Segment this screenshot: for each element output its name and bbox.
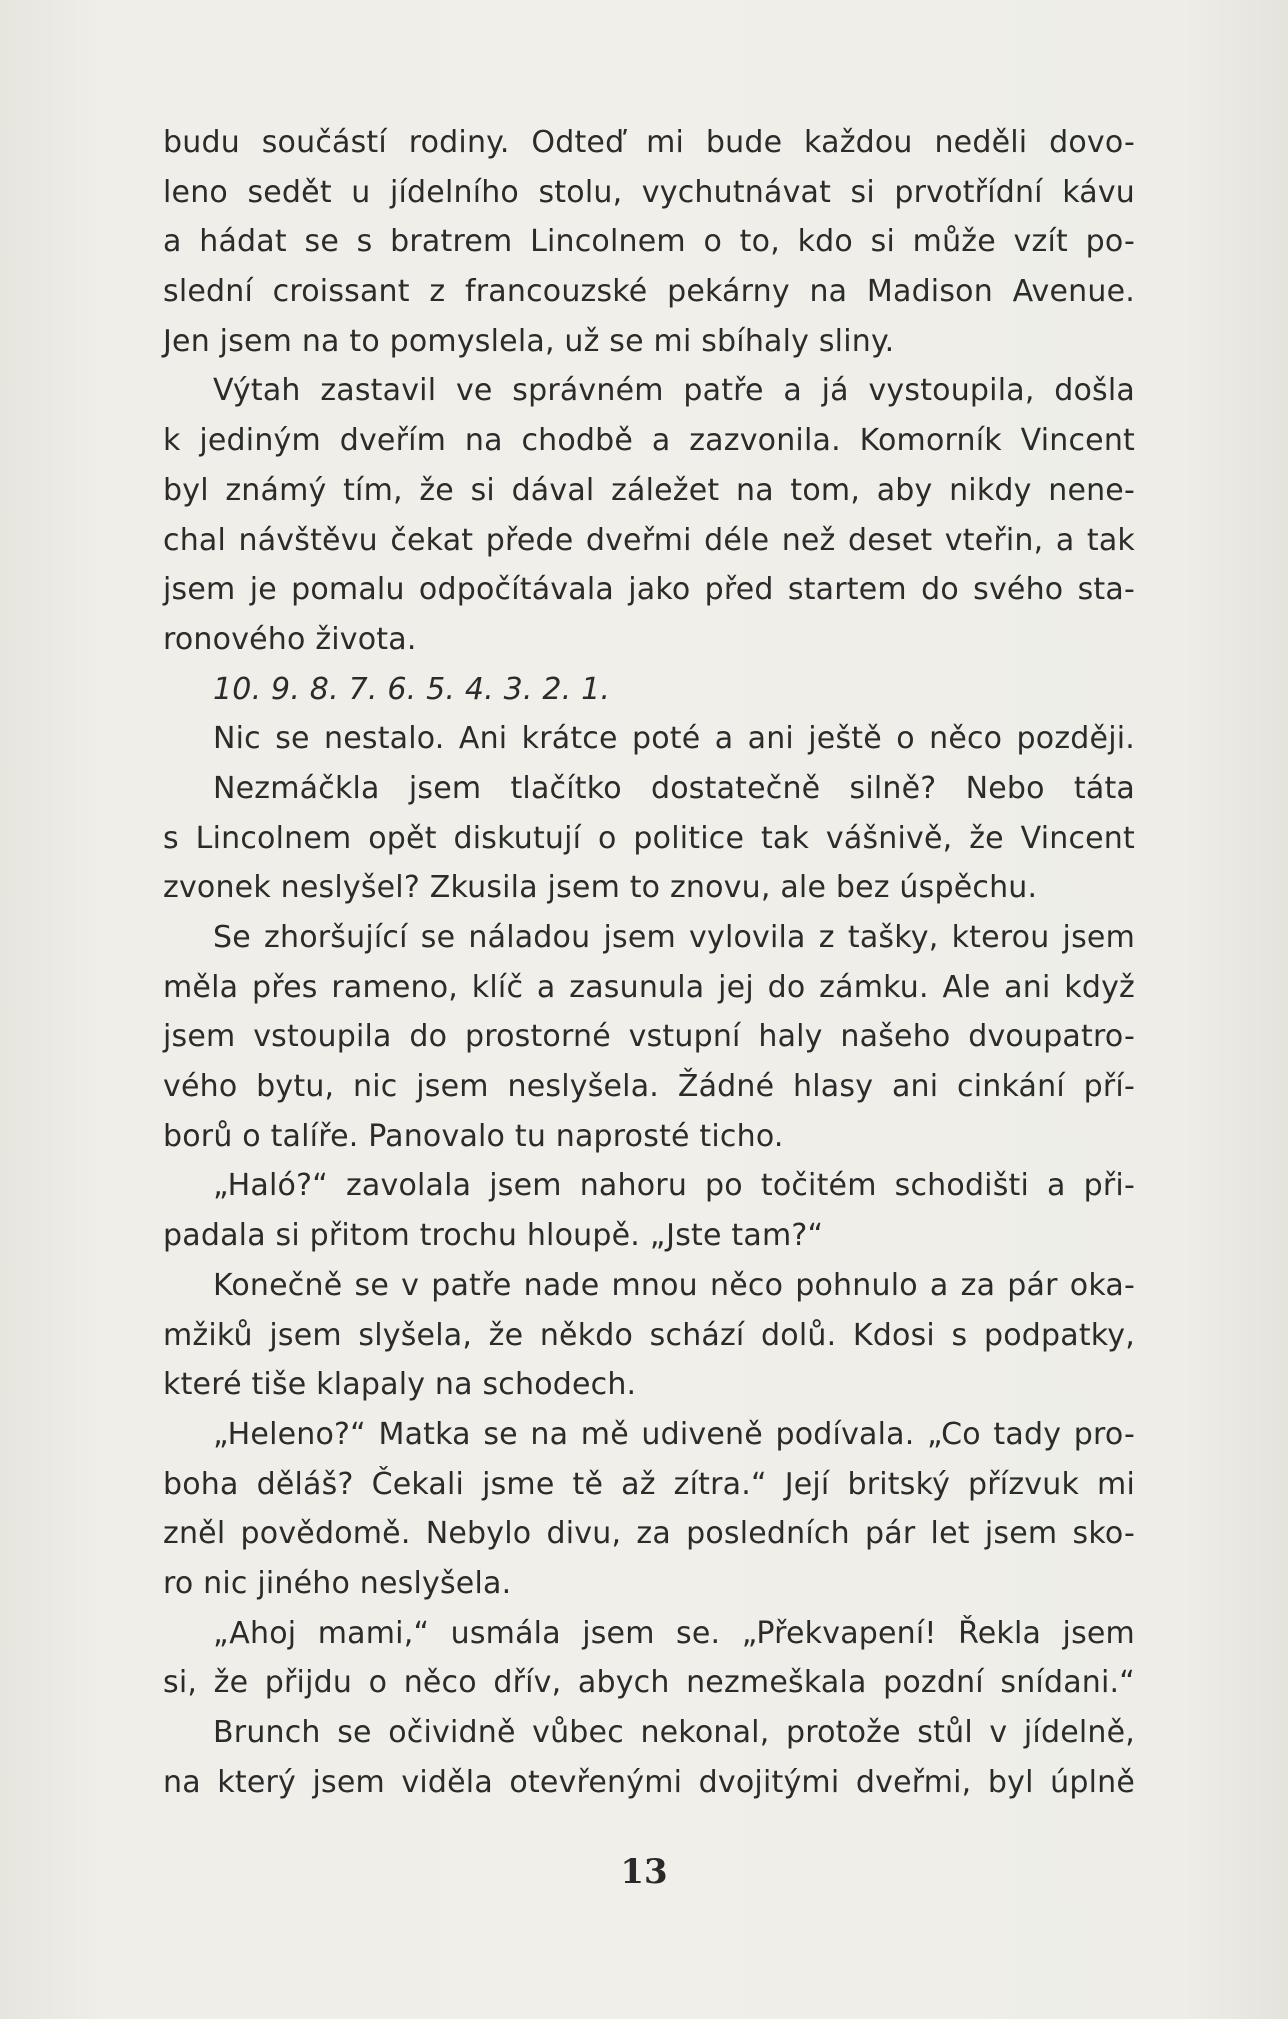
text-line: si, že přijdu o něco dřív, abych nezmeškala pozdní snídani.“ <box>163 1665 1135 1701</box>
text-line: zněl povědomě. Nebylo divu, za posledních pár let jsem sko- <box>163 1516 1135 1552</box>
text-line: vého bytu, nic jsem neslyšela. Žádné hlasy ani cinkání pří- <box>163 1069 1135 1105</box>
text-line: 10. 9. 8. 7. 6. 5. 4. 3. 2. 1. <box>213 671 611 707</box>
text-line: borů o talíře. Panovalo tu naprosté ticho. <box>163 1118 784 1154</box>
text-line: jsem je pomalu odpočítávala jako před startem do svého sta- <box>163 572 1135 608</box>
text-line: zvonek neslyšel? Zkusila jsem to znovu, ale bez úspěchu. <box>163 870 1038 906</box>
text-line: Nic se nestalo. Ani krátce poté a ani ještě o něco později. <box>213 721 1135 757</box>
text-line: „Haló?“ zavolala jsem nahoru po točitém schodišti a při- <box>213 1168 1135 1204</box>
text-line: jsem vstoupila do prostorné vstupní haly našeho dvoupatro- <box>163 1019 1135 1055</box>
text-line: boha děláš? Čekali jsme tě až zítra.“ Její britský přízvuk mi <box>163 1466 1135 1502</box>
text-line: na který jsem viděla otevřenými dvojitými dveřmi, byl úplně <box>163 1764 1135 1800</box>
text-line: k jediným dveřím na chodbě a zazvonila. Komorník Vincent <box>163 423 1135 459</box>
text-line: mžiků jsem slyšela, že někdo schází dolů. Kdosi s podpatky, <box>163 1317 1135 1353</box>
text-line: Se zhoršující se náladou jsem vylovila z tašky, kterou jsem <box>213 920 1135 955</box>
text-line: Konečně se v patře nade mnou něco pohnulo a za pár oka- <box>213 1267 1135 1303</box>
text-line: Nezmáčkla jsem tlačítko dostatečně silně? Nebo táta <box>213 770 1135 806</box>
text-line: ronového života. <box>163 621 417 657</box>
text-line: ro nic jiného neslyšela. <box>163 1565 512 1601</box>
text-line: chal návštěvu čekat přede dveřmi déle než deset vteřin, a tak <box>163 522 1135 558</box>
text-line: „Heleno?“ Matka se na mě udiveně podívala. „Co tady pro- <box>213 1416 1135 1452</box>
text-line: Jen jsem na to pomyslela, už se mi sbíhaly sliny. <box>163 323 895 359</box>
text-line: a hádat se s bratrem Lincolnem o to, kdo si může vzít po- <box>163 224 1135 260</box>
text-line: Brunch se očividně vůbec nekonal, protože stůl v jídelně, <box>213 1715 1135 1750</box>
text-line: slední croissant z francouzské pekárny na Madison Avenue. <box>163 274 1135 310</box>
text-line: byl známý tím, že si dával záležet na tom, aby nikdy nene- <box>163 472 1135 508</box>
body-text <box>163 118 1135 1807</box>
text-line: Výtah zastavil ve správném patře a já vystoupila, došla <box>213 373 1135 409</box>
page-number: 13 <box>620 1852 668 1892</box>
text-line: padala si přitom trochu hloupě. „Jste tam?“ <box>163 1218 824 1254</box>
text-line: měla přes rameno, klíč a zasunula jej do zámku. Ale ani když <box>163 969 1135 1005</box>
text-line: budu součástí rodiny. Odteď mi bude každou neděli dovo- <box>163 125 1135 160</box>
text-line: leno sedět u jídelního stolu, vychutnávat si prvotřídní kávu <box>163 174 1135 210</box>
text-line: s Lincolnem opět diskutují o politice tak vášnivě, že Vincent <box>163 820 1135 856</box>
text-line: které tiše klapaly na schodech. <box>163 1367 637 1403</box>
text-line: „Ahoj mami,“ usmála jsem se. „Překvapení! Řekla jsem <box>213 1615 1135 1651</box>
